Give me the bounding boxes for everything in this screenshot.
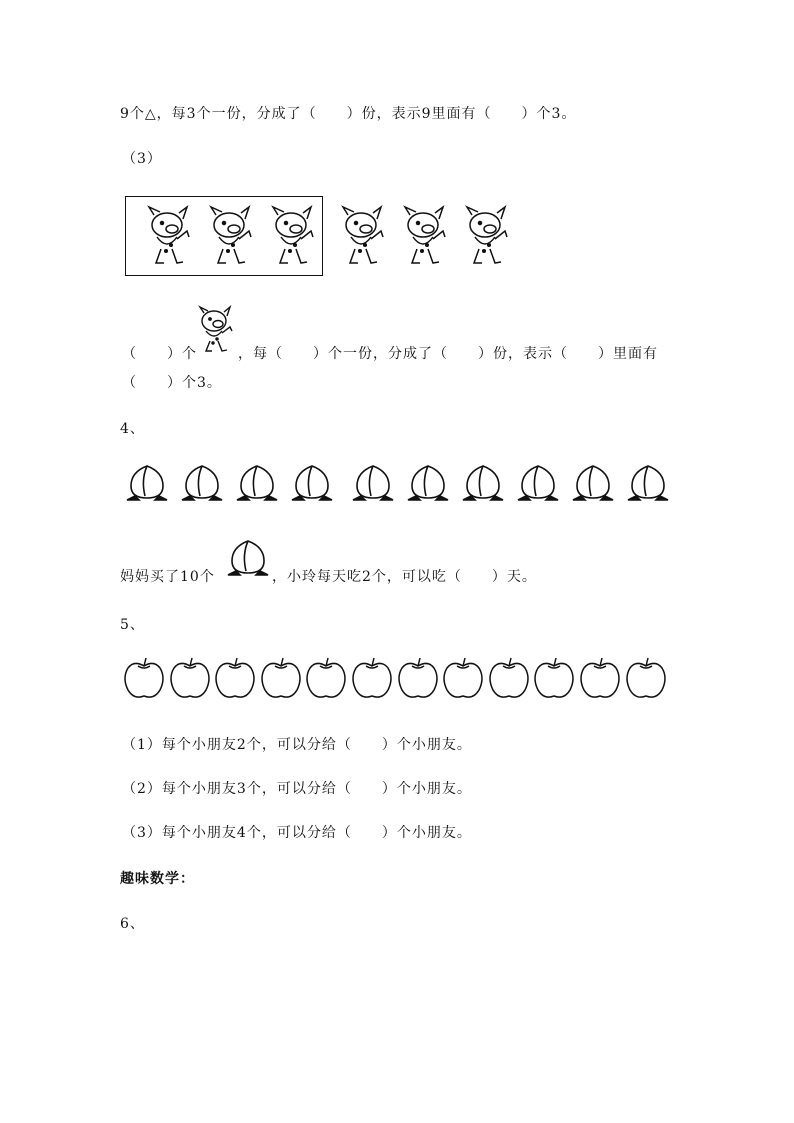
pig-icon — [401, 205, 451, 267]
apple-icon — [259, 656, 303, 702]
q4-label: 4、 — [120, 421, 145, 437]
apple-icon — [441, 656, 485, 702]
apple-icon — [122, 656, 166, 702]
peach-icon — [406, 462, 450, 504]
pig-icon — [207, 205, 257, 267]
apple-icon — [168, 656, 212, 702]
q3-text-line2: （ ）个3。 — [122, 375, 222, 391]
pig-icon — [269, 205, 319, 267]
q4-text-a: 妈妈买了10个 — [120, 569, 215, 585]
q5-label: 5、 — [120, 617, 145, 633]
q5-item-1: （1）每个小朋友2个，可以分给（ ）个小朋友。 — [122, 737, 472, 753]
apple-icon — [487, 656, 531, 702]
peach-icon — [226, 537, 270, 579]
q3-text-a: （ ）个 — [122, 346, 197, 362]
q3-text-b: ，每（ ）个一份，分成了（ ）份，表示（ ）里面有 — [238, 346, 658, 362]
peach-icon — [290, 462, 334, 504]
apple-icon — [304, 656, 348, 702]
peach-icon — [626, 462, 670, 504]
peach-icon — [125, 462, 169, 504]
pig-icon — [196, 305, 238, 355]
peach-icon — [461, 462, 505, 504]
pig-icon — [463, 205, 513, 267]
apple-icon — [350, 656, 394, 702]
apple-icon — [396, 656, 440, 702]
q3-label: （3） — [122, 151, 162, 167]
peach-icon — [571, 462, 615, 504]
apple-icon — [213, 656, 257, 702]
q4-text-b: ，小玲每天吃2个，可以吃（ ）天。 — [272, 569, 537, 585]
pig-icon — [339, 205, 389, 267]
peach-icon — [351, 462, 395, 504]
apple-icon — [532, 656, 576, 702]
peach-icon — [235, 462, 279, 504]
pig-icon — [145, 205, 195, 267]
fun-math-heading: 趣味数学： — [120, 871, 195, 887]
q2-tail-text: 9个△，每3个一份，分成了（ ）份，表示9里面有（ ）个3。 — [120, 106, 577, 122]
q5-item-3: （3）每个小朋友4个，可以分给（ ）个小朋友。 — [122, 825, 472, 841]
apple-icon — [624, 656, 668, 702]
apple-icon — [578, 656, 622, 702]
q5-item-2: （2）每个小朋友3个，可以分给（ ）个小朋友。 — [122, 781, 472, 797]
peach-icon — [516, 462, 560, 504]
q6-label: 6、 — [120, 916, 145, 932]
peach-icon — [180, 462, 224, 504]
